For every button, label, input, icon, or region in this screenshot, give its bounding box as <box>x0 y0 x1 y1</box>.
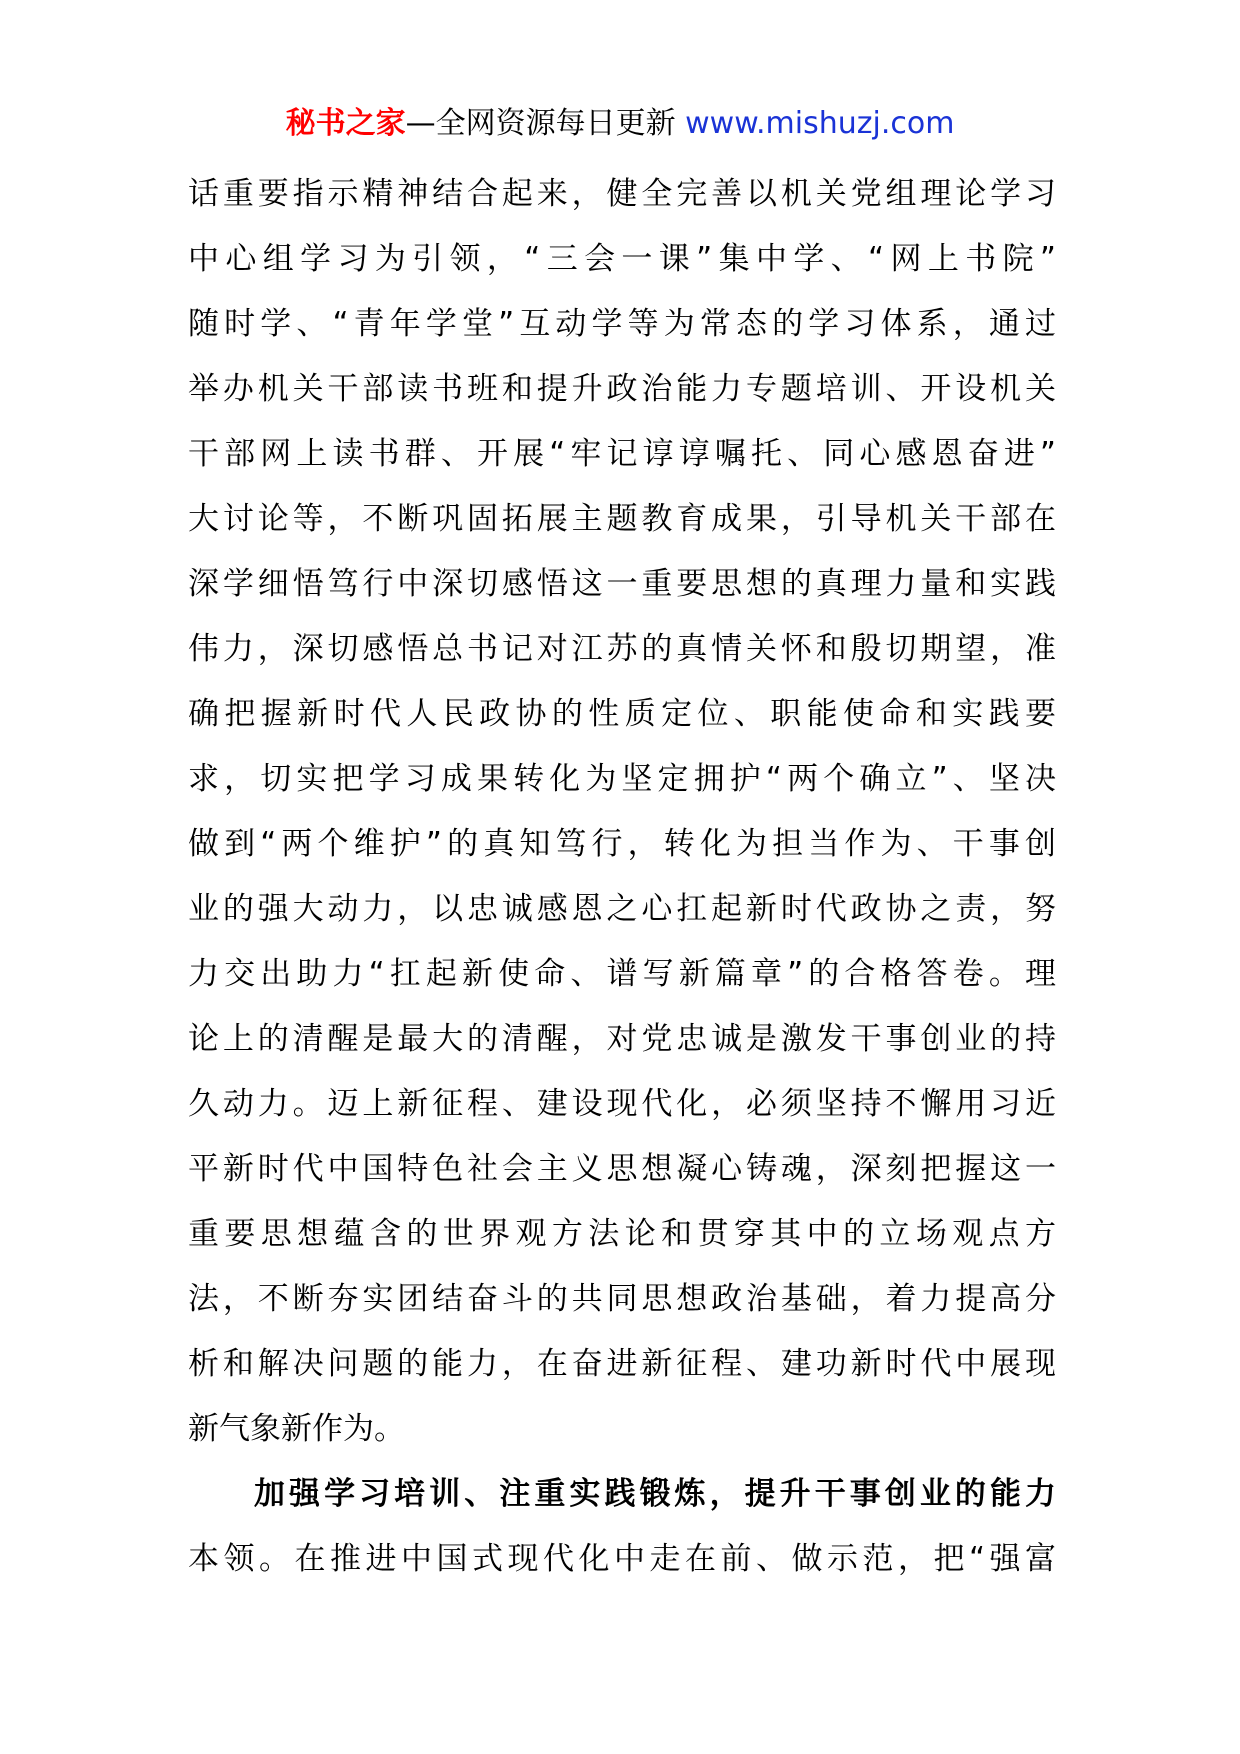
body-line: 论上的清醒是最大的清醒，对党忠诚是激发干事创业的持 <box>188 1021 1056 1057</box>
body-line: 久动力。迈上新征程、建设现代化，必须坚持不懈用习近 <box>188 1086 1056 1122</box>
page-header <box>0 100 1240 148</box>
body-line: 力交出助力“扛起新使命、谱写新篇章”的合格答卷。理 <box>188 956 1056 992</box>
body-line: 确把握新时代人民政协的性质定位、职能使命和实践要 <box>188 696 1056 732</box>
body-line: 干部网上读书群、开展“牢记谆谆嘱托、同心感恩奋进” <box>188 436 1056 472</box>
header-url-link[interactable]: www.mishuzj.com <box>685 106 955 141</box>
body-line: 伟力，深切感悟总书记对江苏的真情关怀和殷切期望，准 <box>188 631 1056 667</box>
body-line: 平新时代中国特色社会主义思想凝心铸魂，深刻把握这一 <box>188 1151 1056 1187</box>
body-line: 随时学、“青年学堂”互动学等为常态的学习体系，通过 <box>188 306 1056 342</box>
body-line: 举办机关干部读书班和提升政治能力专题培训、开设机关 <box>188 371 1056 407</box>
header-tagline: —全网资源每日更新 <box>405 106 676 141</box>
body-line: 话重要指示精神结合起来，健全完善以机关党组理论学习 <box>188 176 1056 212</box>
body-line: 业的强大动力，以忠诚感恩之心扛起新时代政协之责，努 <box>188 891 1056 927</box>
body-line: 法，不断夯实团结奋斗的共同思想政治基础，着力提高分 <box>188 1281 1056 1317</box>
body-line: 求，切实把学习成果转化为坚定拥护“两个确立”、坚决 <box>188 761 1056 797</box>
document-body <box>188 162 1056 1592</box>
body-line: 重要思想蕴含的世界观方法论和贯穿其中的立场观点方 <box>188 1216 1056 1252</box>
body-line: 新气象新作为。 <box>188 1411 405 1447</box>
header-brand: 秘书之家 <box>285 106 406 141</box>
section-heading-line: 加强学习培训、注重实践锻炼，提升干事创业的能力 <box>254 1476 1056 1512</box>
body-line: 中心组学习为引领，“三会一课”集中学、“网上书院” <box>188 241 1056 277</box>
body-line: 做到“两个维护”的真知笃行，转化为担当作为、干事创 <box>188 826 1056 862</box>
body-line: 深学细悟笃行中深切感悟这一重要思想的真理力量和实践 <box>188 566 1056 602</box>
body-line: 本领。在推进中国式现代化中走在前、做示范，把“强富 <box>188 1541 1056 1577</box>
body-line: 大讨论等，不断巩固拓展主题教育成果，引导机关干部在 <box>188 501 1056 537</box>
body-line: 析和解决问题的能力，在奋进新征程、建功新时代中展现 <box>188 1346 1056 1382</box>
